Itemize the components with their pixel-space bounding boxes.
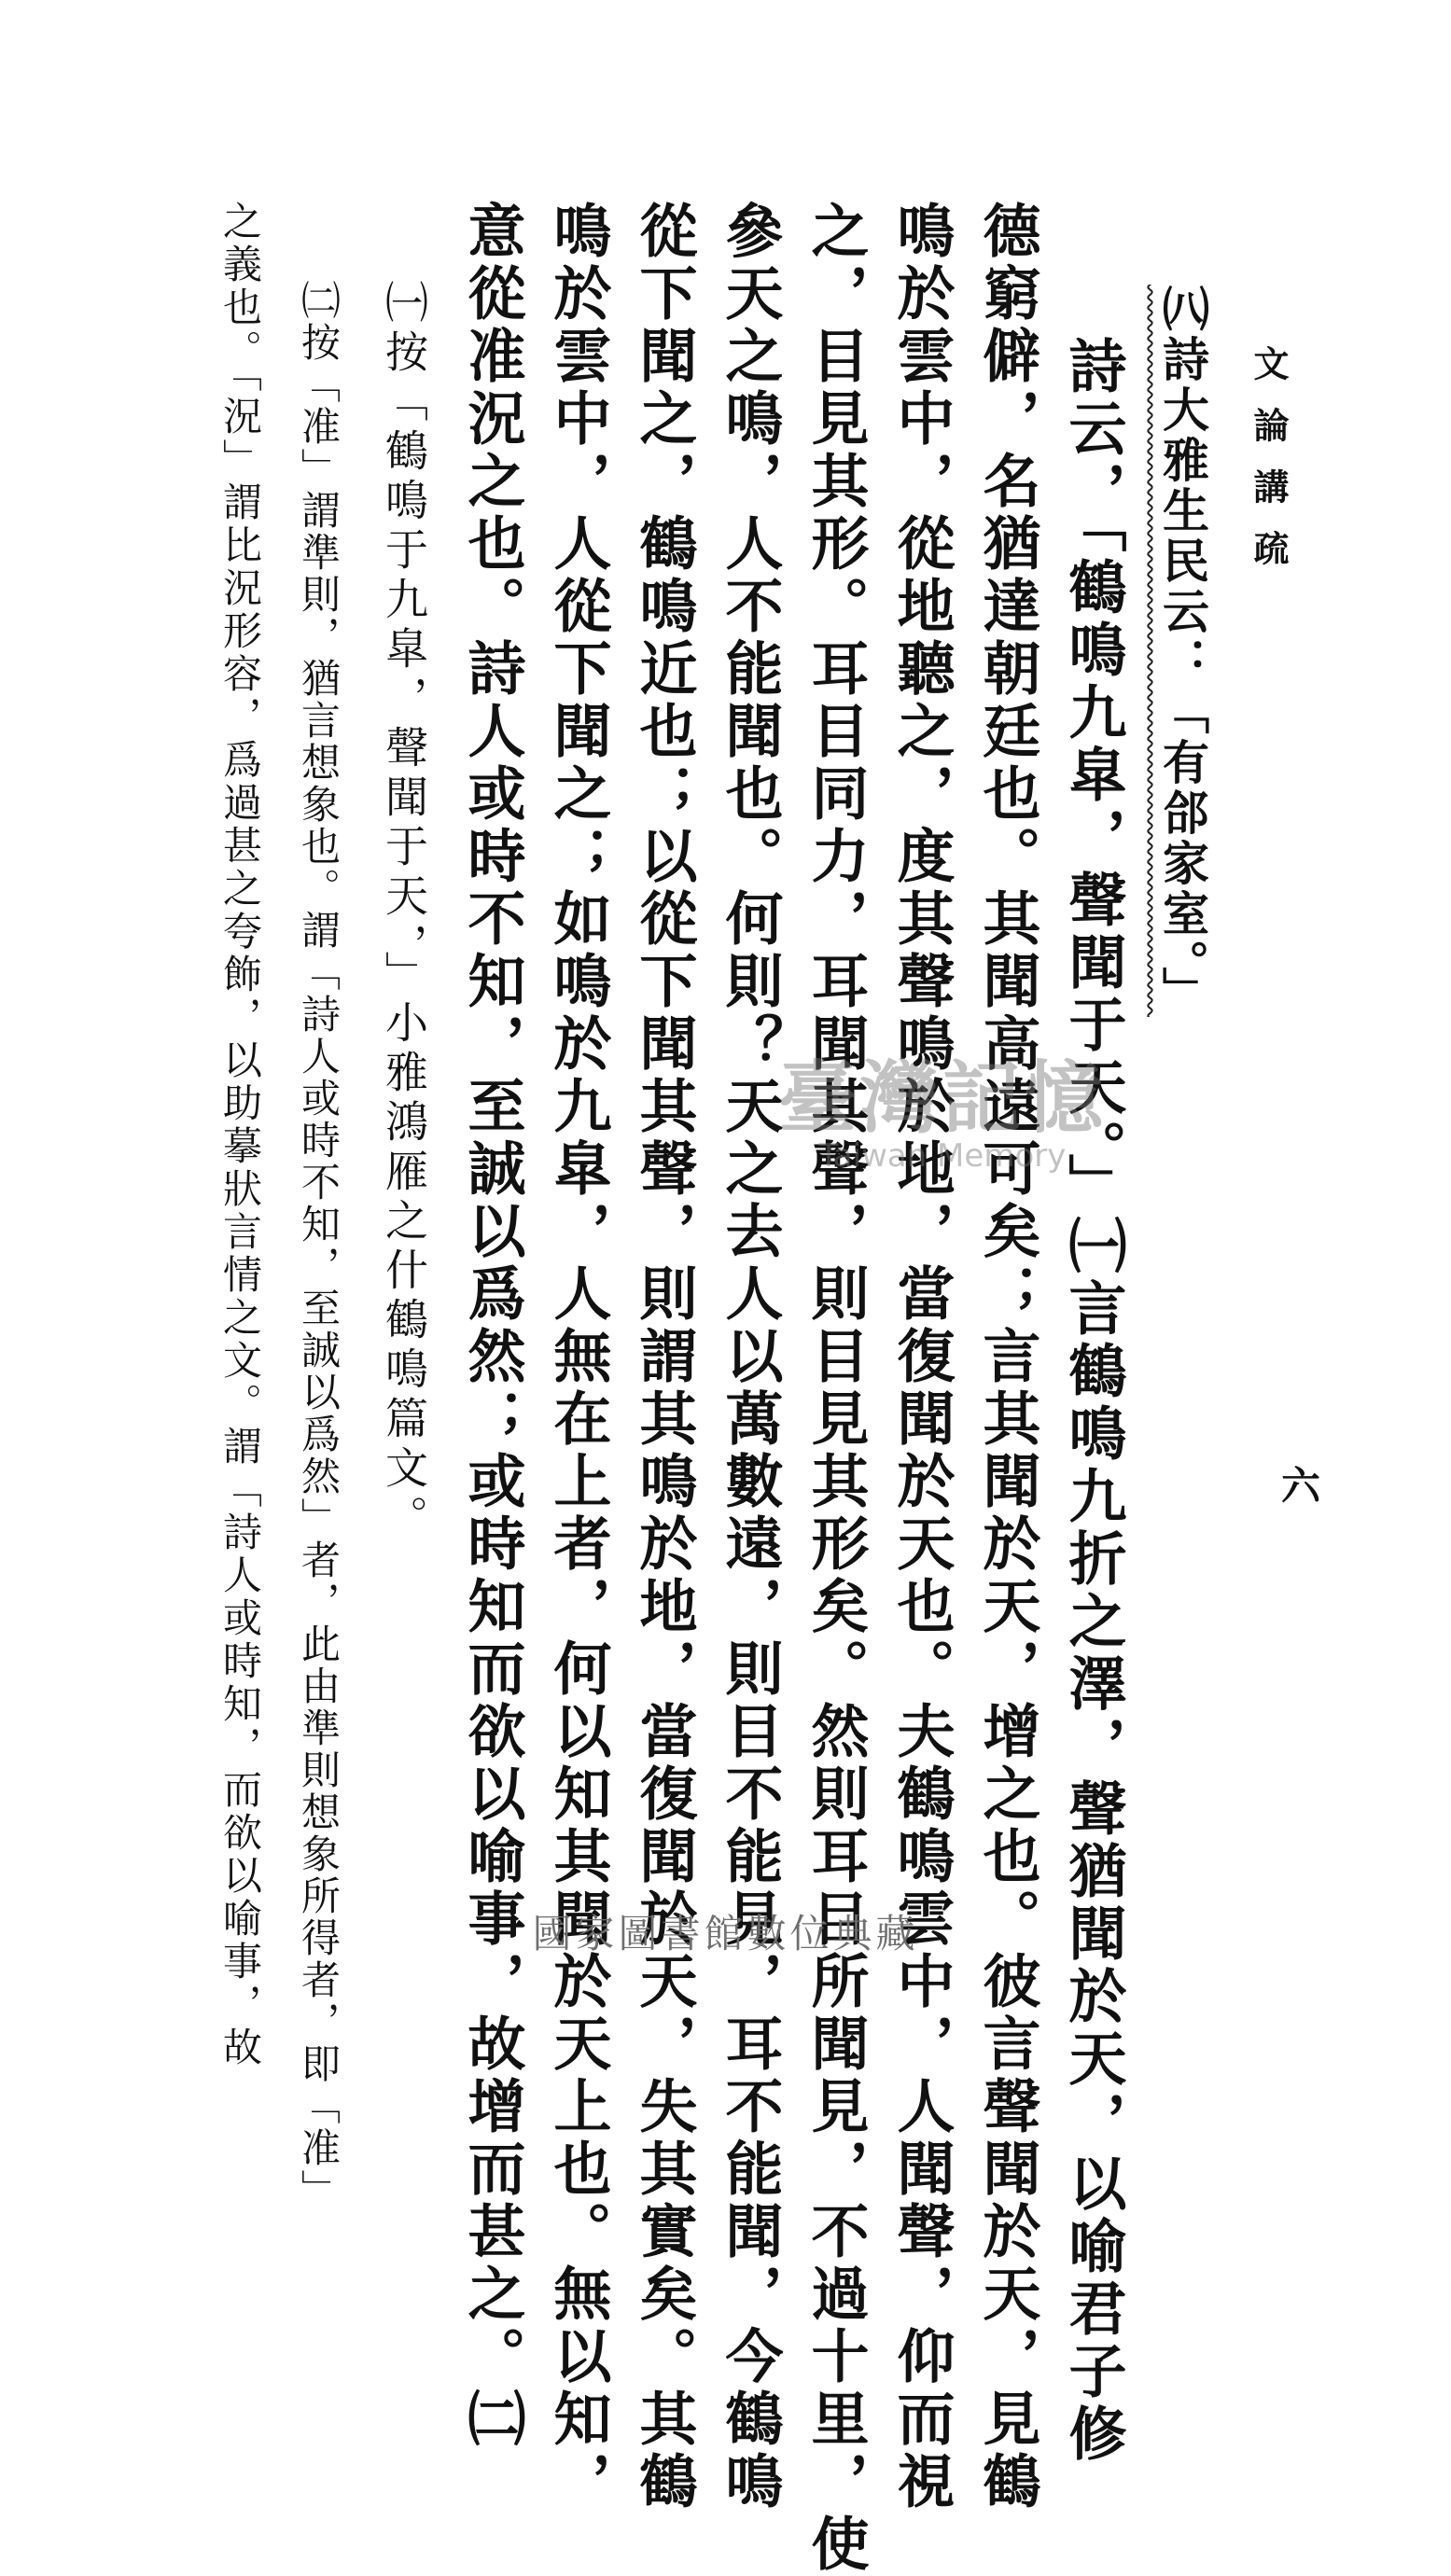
- footnote-1: ㈠按「鶴鳴于九皐，聲聞于天，」小雅鴻雁之什鶴鳴篇文。: [379, 280, 429, 1544]
- text-column-5: 之，目見其形。耳目同力，耳聞其聲，則目見其形矣。然則耳目所聞見，不過十里，使: [802, 201, 870, 2576]
- text-column-4: 鳴於雲中，從地聽之，度其聲鳴於地，當復聞於天也。夫鶴鳴雲中，人聞聲，仰而視: [887, 201, 956, 2513]
- text-column-6: 參天之鳴，人不能聞也。何則？天之去人以萬數遠，則目不能見，耳不能聞，今鶴鳴: [716, 201, 784, 2513]
- library-footer: 國家圖書館數位典藏: [532, 1911, 919, 1956]
- watermark-subtitle: Taiwan Memory: [818, 1137, 1067, 1175]
- running-header: 文論講疏: [1248, 345, 1290, 592]
- text-column-2: 詩云，「鶴鳴九皐，聲聞于天。」㈠言鶴鳴九折之澤，聲猶聞於天，以喻君子修: [1059, 336, 1127, 2466]
- footnote-3: 之義也。「況」謂比況形容，爲過甚之夸飾，以助摹狀言情之文。謂「詩人或時知，而欲以喻事，故: [217, 201, 263, 2069]
- text-column-3: 德窮僻，名猶達朝廷也。其聞高遠可矣；言其聞於天，增之也。彼言聲聞於天，見鶴: [973, 201, 1041, 2513]
- text-column-9: 意從准況之也。詩人或時不知，至誠以爲然；或時知而欲以喻事，故增而甚之。㈡: [458, 201, 526, 2451]
- wavy-underline-source: ㈧詩大雅生民云：「有郃家室。」: [1155, 285, 1210, 1017]
- watermark: [719, 1036, 1166, 1175]
- footnote-2: ㈡按「准」謂準則，猶言想象也。謂「詩人或時不知，至誠以爲然」者，此由準則想象所得者，即「准」: [296, 280, 342, 2211]
- text-column-8: 鳴於雲中，人從下聞之；如鳴於九皐，人無在上者，何以知其聞於天上也。無以知，: [544, 201, 612, 2513]
- text-column-7: 從下聞之，鶴鳴近也；以從下聞其聲，則謂其鳴於地，當復聞於天，失其實矣。其鶴: [630, 201, 698, 2513]
- page-number: 六: [1276, 1465, 1321, 1504]
- watermark-title: 臺灣記憶: [777, 1051, 1107, 1144]
- text-column-1: [1155, 285, 1210, 1017]
